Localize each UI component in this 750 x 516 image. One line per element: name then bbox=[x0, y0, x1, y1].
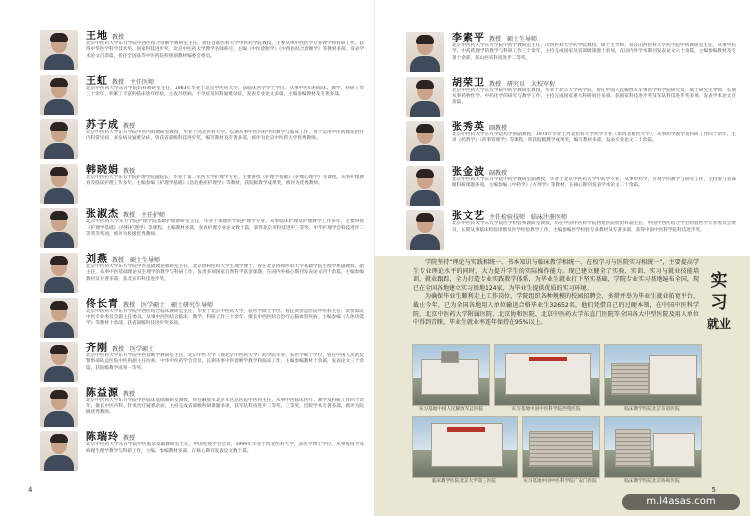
section-title-sub: 就业 bbox=[706, 317, 731, 331]
photo-caption-1: 实习基地中国人民解放军总医院 bbox=[418, 407, 484, 412]
faculty-bio: 北京中医药大学东方学院中西医结合临床教研室主任，毕业于北京中医药大学，获医学硕士学位。曾任武警总医院中医科主任、武警部队中医专业委员会副主任委员。从事中西医结合临床、教学、科研工作三十余年，擅长中西医结合治疗心脑血管疾病，主编参编《人体功能学》等教材十余部，获省部级科技进步奖多项。 bbox=[86, 308, 364, 327]
faculty-name: 张文艺 bbox=[452, 211, 485, 223]
faculty-bio: 北京中医药大学东方学院中医临床基础教研室教授，曾任解放军北京军区总医院中医科主任，从事中医临床医疗、教学及科研工作四十余年，擅长中医内科、针灸治疗疑难杂症，主持完成省部级科研课题多项，获军队科技进步二等奖、三等奖，出版学术专著多部，被评为院级优秀教师。 bbox=[86, 397, 364, 416]
photo-hospital-1 bbox=[412, 344, 490, 406]
section-title bbox=[704, 270, 734, 332]
faculty-bio: 北京中医药大学东方学院护理学院基础护理教研室主任，毕业于承德医学院护理学专业。从事临床护理及护理教学工作多年，主要讲授《护理学基础》《内科护理学》等课程，主编教材多部，发表护理专业论文数十篇，获得北京市科技进步三等奖、中华护理学会科技进步二等奖等奖项，被评为校级优秀教师。 bbox=[86, 219, 364, 237]
photo-caption-3: 临床教学医院北京友谊医院 bbox=[624, 407, 680, 412]
faculty-name: 张秀英 bbox=[452, 122, 485, 134]
faculty-title: 教授 bbox=[123, 390, 136, 398]
faculty-bio: 北京中医药大学东方学院妇科教研室主任，1983年毕业于北京中医药大学，获临床医学学士学位。从事中医妇科临床、教学、科研工作三十余年，积累了丰富的临床诊疗经验，主攻月经病、不孕症及妇科疑难杂症，发表专业论文多篇，主编参编教材及专著多部。 bbox=[86, 85, 364, 97]
faculty-bio: 北京中医药大学东方学院药学系副教授，1975年毕业于河北医科大学药学专业（原河北新医大学），从事药学教学及科研工作四十余年，主讲《药剂学》《药事管理学》等课程，曾获院级教学成果奖，编写教材多部，发表专业论文二十余篇。 bbox=[452, 132, 736, 144]
faculty-bio: 北京中医药大学东方学院中医诊断学教研室主任，北京中医大学（现北京中医药大学）药学院毕业，获医学硕士学位，曾任中国人民武装警察部队总医院中医科副主任医师、中华中医药学会会员，长期从事中医诊断学教学和临床工作，主编参编教材十余部，发表论文三十余篇，获院级教学成果一等奖。 bbox=[86, 353, 364, 371]
section-title-main: 实习 bbox=[710, 271, 728, 313]
faculty-name: 苏子成 bbox=[86, 120, 119, 132]
faculty-name: 陈瑞玲 bbox=[86, 432, 119, 444]
faculty-portrait bbox=[40, 119, 78, 159]
faculty-card bbox=[40, 429, 364, 471]
faculty-name: 佟长青 bbox=[86, 298, 119, 310]
photo-caption-6: 临床教学医院北京协和医院 bbox=[624, 479, 680, 484]
faculty-name: 胡荣卫 bbox=[452, 77, 485, 89]
faculty-portrait bbox=[40, 75, 78, 115]
faculty-card bbox=[40, 340, 364, 382]
faculty-bio: 北京中医药大学东方学院中医内科教研室教授，毕业于河北医科大学。长期从事中医内科学的教学与临床工作，善于运用中医药理论治疗内科常见病、多发病及疑难杂症，曾获省部级科技进步奖，编写教材及专著多部，被评为北京中医药大学优秀教师。 bbox=[86, 130, 364, 142]
faculty-card bbox=[40, 117, 364, 159]
faculty-card bbox=[40, 251, 364, 293]
page-number-right: 5 bbox=[711, 486, 716, 494]
faculty-name: 李素平 bbox=[452, 33, 485, 44]
intro-paragraph-1: 学院坚持“理论与实践相统一、书本知识与临床教学相统一、在校学习与医院实习相统一”，主要提高学生专业理论水平的同时，大力提升学生的实际操作能力。现已建立健全了实验、实训、实习与就业技能培训、就业跟踪，全力打造专业实践教学体系，为毕业生就业打下坚实基础，学院专业实习基地遍布全国，现已在全国各地建立实习基地124家，为毕业生提供优质的实习环境。 bbox=[413, 259, 699, 292]
photo-hospital-2 bbox=[494, 344, 600, 406]
photo-caption-5: 实习基地中国中医科学院广安门医院 bbox=[523, 479, 597, 484]
internship-intro bbox=[413, 259, 699, 328]
faculty-portrait bbox=[40, 208, 78, 248]
faculty-title: 教授 研究员 大校军衔 bbox=[489, 80, 556, 88]
faculty-portrait bbox=[40, 164, 78, 204]
faculty-bio: 北京中医药大学东方学院中医基础理论教研室主任，北京协和医科大学生理学博士，曾任北京协和医科大学基础学院生理学系副教授、副主任，从事中医基础理论及生理学的教学与科研工作，负责多项国家自然科学基金课题，在国内外核心期刊发表论文四十余篇，主编参编教材及专著多部，获北京市科技进步奖。 bbox=[86, 264, 364, 282]
faculty-title: 教授 bbox=[123, 435, 136, 443]
faculty-card bbox=[40, 28, 364, 70]
faculty-title: 主任检验技师 临床注册医师 bbox=[489, 214, 568, 222]
faculty-title: 教授 医学硕士 硕士研究生导师 bbox=[123, 301, 214, 309]
watermark bbox=[622, 494, 740, 510]
faculty-name: 王虹 bbox=[86, 75, 108, 87]
faculty-name: 刘燕 bbox=[86, 254, 108, 265]
photo-hospital-3 bbox=[604, 344, 702, 406]
faculty-title: 教授 主任护师 bbox=[123, 212, 166, 220]
page-number-left: 4 bbox=[28, 486, 33, 494]
faculty-name: 齐刚 bbox=[86, 343, 108, 355]
faculty-title: 教授 bbox=[123, 123, 136, 131]
faculty-bio: 北京中医药大学东方学院中医临床基础教研室主任，中国免疫学会会员，1999年毕业于河北医科大学，获医学博士学位，从事免疫学及病理生理学教学与科研工作，主编、参编教材多部，在核心期刊发表论文数十篇。 bbox=[86, 442, 364, 454]
photo-hospital-5 bbox=[522, 416, 600, 478]
faculty-title: 教授 硕士生导师 bbox=[489, 36, 538, 43]
faculty-portrait bbox=[40, 342, 78, 382]
photo-hospital-6 bbox=[604, 416, 702, 478]
faculty-bio: 北京中医药大学东方学院中西医结合诊断学教研室主任，曾任首都医科大学中医药学院教授，主要从事中西医学专业教学和科研工作。获得中华医学科学技术奖、国家科技进步奖，北京中医药大学教学名师称号。主编《中医诊断学》《中西医结合诊断学》等教材多部，发表学术论文百余篇，担任全国高等中医药院校规划教材编委会委员。 bbox=[86, 41, 364, 59]
faculty-portrait bbox=[40, 298, 78, 338]
faculty-title: 教授 医学硕士 bbox=[112, 346, 155, 354]
faculty-title: 教授 bbox=[123, 167, 136, 175]
faculty-card bbox=[40, 296, 364, 338]
faculty-title: 教授 主任医师 bbox=[112, 78, 155, 86]
faculty-name: 张淑杰 bbox=[86, 209, 119, 221]
faculty-bio: 北京中医药大学东方学院护理学院副院长，毕业于第二军医大学护理学专业。主要讲授《护理学基础》《护理心理学》等课程。从事护理教育及临床护理工作多年，主编参编《护理学基础》《急危重症护理学》等教材，获院级教学成果奖，被评为优秀教师。 bbox=[86, 174, 364, 187]
photo-caption-2: 实习基地中国中医科学院西苑医院 bbox=[511, 407, 581, 412]
faculty-title: 副教授 bbox=[489, 125, 508, 133]
faculty-portrait bbox=[40, 387, 78, 427]
intro-paragraph-2: 为确保毕业生顺利走上工作岗位，学院组织各种规模的校园招聘会，多措并举为毕业生就业拓宽平台，截止今年，已为全国各地用人单位输送合格毕业生32652名，他们凭借自己的过硬本领，在中国中医科学院、北京中医药大学附属医院、北京协和医院、北京中医药大学东直门医院等全国各大中型医院及用人单位中得到青睐，毕业生就业率连年保持在95%以上。 bbox=[413, 293, 699, 327]
faculty-name: 张金波 bbox=[452, 166, 485, 178]
faculty-portrait bbox=[40, 253, 78, 293]
watermark-text: m.l4asas.com bbox=[646, 496, 716, 507]
faculty-name: 王地 bbox=[86, 31, 108, 42]
faculty-name: 韩晓娟 bbox=[86, 164, 119, 176]
faculty-bio: 北京中医药大学东方学院医学检验系教研室教授，历任中国中医科学院西苑医院检验科副主任、中国中西医结合学会检验医学专业委员会委员，长期从事临床检验诊断及医学检验教学工作，主编参编医学检验专业教材及专著多部，获得中国中医科学院科技进步奖。 bbox=[452, 221, 736, 233]
faculty-title: 副教授 bbox=[489, 169, 508, 177]
faculty-bio: 北京中医药大学东方学院中药学教研室副教授，毕业于北京中医药大学中药学专业，从事中药学、方剂学的教学与研究工作，主持参与省部级科研课题多项，主编参编《中药学》《方剂学》等教材，在核心期刊发表学术论文二十余篇。 bbox=[452, 176, 736, 189]
faculty-name: 陈益源 bbox=[86, 387, 119, 399]
faculty-portrait bbox=[40, 431, 78, 471]
faculty-card bbox=[40, 385, 364, 427]
faculty-bio: 北京中医药大学东方学院中药学教研室主任，山西医科大学药学院教授、硕士生导师。曾任山西医科大学药学院中药教研室主任，从事中药学、中药药理学的教学与科研工作三十余年，主持完成国家及省部级课题十余项，在国内外学术期刊发表论文六十余篇，主编参编教材及专著十余部，获山西省科技进步二等奖。 bbox=[452, 43, 736, 61]
faculty-card bbox=[40, 73, 364, 115]
faculty-card bbox=[40, 162, 364, 204]
faculty-title: 教授 bbox=[112, 34, 125, 41]
faculty-bio: 北京中医药大学东方学院中药学教研室教授，毕业于北京大学药学院。曾任中国人民解放军军事医学科学院研究员、硕士研究生导师，长期从事药物化学、中药化学的研究与教学工作，主持完成国家重大科研项目多项，获国家科技进步奖及军队科技进步奖多项，发表学术论文百余篇。 bbox=[452, 87, 736, 106]
faculty-portrait bbox=[40, 30, 78, 70]
faculty-card bbox=[40, 206, 364, 248]
faculty-title: 教授 硕士生导师 bbox=[112, 257, 161, 264]
photo-caption-4: 临床教学医院北京大学第三医院 bbox=[431, 479, 497, 484]
photo-hospital-4 bbox=[412, 416, 518, 478]
